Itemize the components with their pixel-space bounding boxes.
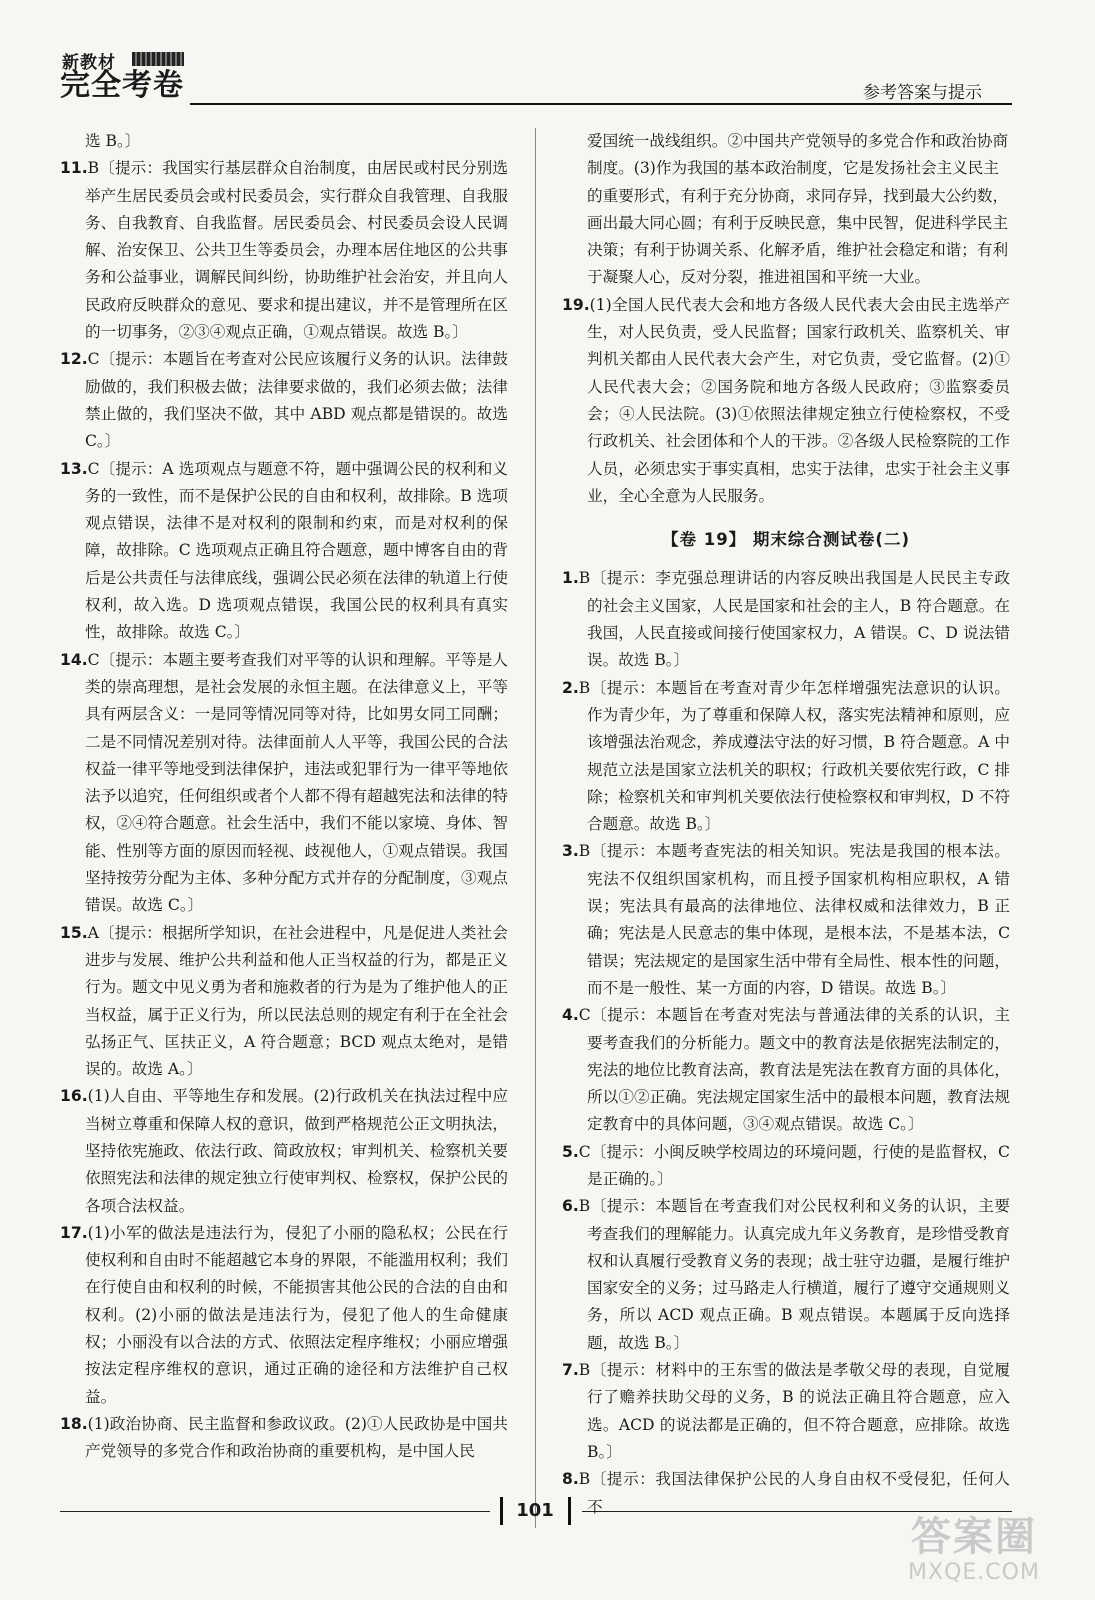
answer-number: 18. bbox=[60, 1414, 88, 1433]
page-header bbox=[60, 48, 1012, 108]
page-number: 101 bbox=[516, 1500, 554, 1521]
answer-number: 19. bbox=[562, 295, 590, 314]
answer-item bbox=[562, 128, 1010, 292]
answer-text: C〔提示：A 选项观点与题意不符，题中强调公民的权利和义务的一致性，而不是保护公民的自由和权利，故排除。B 选项观点错误，法律不是对权利的限制和约束，而是对权利的保障，故排除。C 选项观点正确且符合题意，题中博客自由的背后是公共责任与法律底线，强调公民必须在法律的轨道上行使权利，故入选。D 选项观点错误，我国公民的权利具有真实性，故排除。故选 C。〕 bbox=[85, 459, 508, 642]
footer-rule-left bbox=[60, 1511, 490, 1512]
answer-text: A〔提示：根据所学知识，在社会进程中，凡是促进人类社会进步与发展、维护公共利益和他人正当权益的行为，都是正义行为。题文中见义勇为者和施救者的行为是为了维护他人的正当权益，属于正义行为，所以民法总则的规定有利于在全社会弘扬正气、匡扶正义，A 符合题意；BCD 观点太绝对，是错误的。故选 A。〕 bbox=[85, 923, 508, 1079]
answer-item bbox=[60, 1411, 508, 1466]
answer-text: B〔提示：我国法律保护公民的人身自由权不受侵犯，任何人不 bbox=[578, 1470, 1010, 1516]
column-divider bbox=[535, 128, 536, 1528]
answer-number: 12. bbox=[60, 350, 88, 369]
answer-number: 4. bbox=[562, 1006, 579, 1025]
answer-item bbox=[60, 155, 508, 346]
answer-text: B〔提示：李克强总理讲话的内容反映出我国是人民民主专政的社会主义国家，人民是国家和社会的主人，B 符合题意。在我国，人民直接或间接行使国家权力，A 错误。C、D 说法错误。故选 B。〕 bbox=[578, 569, 1010, 670]
header-title: 参考答案与提示 bbox=[863, 83, 982, 103]
answer-item bbox=[60, 1220, 508, 1411]
footer-bar-right bbox=[568, 1497, 571, 1525]
answer-item bbox=[60, 1083, 508, 1219]
answer-item bbox=[60, 128, 508, 155]
answer-number: 1. bbox=[562, 569, 579, 588]
footer-rule-right bbox=[582, 1511, 1012, 1512]
answer-item bbox=[562, 1139, 1010, 1194]
answer-item bbox=[562, 1357, 1010, 1466]
answer-number: 15. bbox=[60, 923, 88, 942]
answer-text: (1)政治协商、民主监督和参政议政。(2)①人民政协是中国共产党领导的多党合作和政治协商的重要机构，是中国人民 bbox=[85, 1414, 508, 1461]
section-title: 【卷 19】 期末综合测试卷(二) bbox=[661, 530, 911, 550]
answer-text: (1)全国人民代表大会和地方各级人民代表大会由民主选举产生，对人民负责，受人民监督；国家行政机关、监察机关、审判机关都由人民代表大会产生，对它负责，受它监督。(2)①人民代表大会；②国务院和地方各级人民政府；③监察委员会；④人民法院。(3)①依照法律规定独立行使检察权，不受行政机关、社会团体和个人的干涉。②各级人民检察院的工作人员，必须忠实于事实真相，忠实于法律，忠实于社会主义事业，全心全意为人民服务。 bbox=[587, 295, 1010, 505]
brand-series-label: 新教材 bbox=[62, 53, 116, 73]
answer-number: 8. bbox=[562, 1470, 579, 1489]
answer-text: C〔提示：小闽反映学校周边的环境问题，行使的是监督权，C 是正确的。〕 bbox=[578, 1142, 1010, 1188]
answer-item bbox=[60, 920, 508, 1084]
answer-text: 选 B。〕 bbox=[85, 132, 141, 150]
answer-number: 7. bbox=[562, 1361, 579, 1380]
answer-text: 爱国统一战线组织。②中国共产党领导的多党合作和政治协商制度。(3)作为我国的基本政治制度，它是发扬社会主义民主的重要形式，有利于充分协商，求同存异，找到最大公约数，画出最大同心圆；有利于反映民意，集中民智，促进科学民主决策；有利于协调关系、化解矛盾，维护社会稳定和谐；有利于凝聚人心，反对分裂，推进祖国和平统一大业。 bbox=[587, 132, 1009, 287]
brand-decoration bbox=[132, 52, 184, 66]
answer-text: (1)人自由、平等地生存和发展。(2)行政机关在执法过程中应当树立尊重和保障人权的意识，做到严格规范公正文明执法，坚持依宪施政、依法行政、简政放权；审判机关、检察机关要依照宪法和法律的规定独立行使审判权、检察权，保护公民的各项合法权益。 bbox=[85, 1087, 508, 1215]
answer-item bbox=[562, 1193, 1010, 1357]
answer-item bbox=[60, 456, 508, 647]
footer-bar-left bbox=[500, 1497, 503, 1525]
watermark-logo: 答案圈 bbox=[911, 1514, 1037, 1560]
answer-number: 3. bbox=[562, 842, 579, 861]
answer-text: B〔提示：我国实行基层群众自治制度，由居民或村民分别选举产生居民委员会或村民委员会，实行群众自我管理、自我服务、自我教育、自我监督。居民委员会、村民委员会设人民调解、治安保卫、公共卫生等委员会，办理本居住地区的公共事务和公益事业，调解民间纠纷，协助维护社会治安，并且向人民政府反映群众的意见、要求和提出建议，并不是管理所在区的一切事务，②③④观点正确，①观点错误。故选 B。〕 bbox=[85, 159, 508, 342]
header-rule bbox=[190, 103, 1012, 105]
answer-number: 5. bbox=[562, 1142, 579, 1161]
answer-item bbox=[562, 838, 1010, 1002]
answer-number: 2. bbox=[562, 678, 579, 697]
answer-text: B〔提示：材料中的王东雪的做法是孝敬父母的表现，自觉履行了赡养扶助父母的义务，B 的说法正确且符合题意，应入选。ACD 的说法都是正确的，但不符合题意，应排除。故选 B。〕 bbox=[578, 1361, 1010, 1461]
answer-text: B〔提示：本题旨在考查我们对公民权利和义务的认识，主要考查我们的理解能力。认真完成九年义务教育，是珍惜受教育权和认真履行受教育义务的表现；战士驻守边疆，是履行维护国家安全的义务；过马路走人行横道，履行了遵守交通规则义务，所以 ACD 观点正确。B 观点错误。本题属于反向选择题，故选 B。〕 bbox=[578, 1197, 1010, 1352]
brand-logo-text: 完全考卷 bbox=[60, 68, 184, 103]
answer-text: C〔提示：本题旨在考查对公民应该履行义务的认识。法律鼓励做的，我们积极去做；法律要求做的，我们必须去做；法律禁止做的，我们坚决不做，其中 ABD 观点都是错误的。故选 C。〕 bbox=[85, 350, 508, 451]
answer-text: C〔提示：本题主要考查我们对平等的认识和理解。平等是人类的崇高理想，是社会发展的永恒主题。在法律意义上，平等具有两层含义：一是同等情况同等对待，比如男女同工同酬；二是不同情况差别对待。法律面前人人平等，我国公民的合法权益一律平等地受到法律保护，违法或犯罪行为一律平等地依法予以追究，任何组织或者个人都不得有超越宪法和法律的特权，②④符合题意。社会生活中，我们不能以家境、身体、智能、性别等方面的原因而轻视、歧视他人，①观点错误。我国坚持按劳分配为主体、多种分配方式并存的分配制度，③观点错误。故选 C。〕 bbox=[85, 650, 508, 915]
right-column bbox=[562, 128, 1010, 1521]
answer-text: (1)小军的做法是违法行为，侵犯了小丽的隐私权；公民在行使权利和自由时不能超越它本身的界限，不能滥用权利；我们在行使自由和权利的时候，不能损害其他公民的合法的自由和权利。(2)小丽的做法是违法行为，侵犯了他人的生命健康权；小丽没有以合法的方式、依照法定程序维权；小丽应增强按法定程序维权的意识，通过正确的途径和方法维护自己权益。 bbox=[85, 1223, 508, 1406]
answer-text: B〔提示：本题旨在考查对青少年怎样增强宪法意识的认识。作为青少年，为了尊重和保障人权，落实宪法精神和原则，应该增强法治观念，养成遵法守法的好习惯，B 符合题意。A 中规范立法是国家立法机关的职权；行政机关要依宪行政，C 排除；检察机关和审判机关要依法行使检察权和审判权，D 不符合题意。故选 B。〕 bbox=[578, 678, 1010, 834]
answer-item bbox=[562, 675, 1010, 839]
answer-item bbox=[60, 346, 508, 455]
answer-item bbox=[562, 565, 1010, 674]
answer-item bbox=[562, 292, 1010, 510]
answer-item bbox=[60, 647, 508, 920]
answer-item bbox=[562, 1002, 1010, 1138]
answer-number: 13. bbox=[60, 459, 88, 478]
left-column bbox=[60, 128, 508, 1466]
answer-text: C〔提示：本题旨在考查对宪法与普通法律的关系的认识，主要考查我们的分析能力。题文中的教育法是依据宪法制定的，宪法的地位比教育法高，教育法是宪法在教育方面的具体化，所以①②正确。宪法规定国家生活中的最根本问题，教育法规定教育中的具体问题，③④观点错误。故选 C。〕 bbox=[578, 1006, 1010, 1134]
answer-text: B〔提示：本题考查宪法的相关知识。宪法是我国的根本法。宪法不仅组织国家机构，而且授予国家机构相应职权，A 错误；宪法具有最高的法律地位、法律权威和法律效力，B 正确；宪法是人民意志的集中体现，是根本法，不是基本法，C 错误；宪法规定的是国家生活中带有全局性、根本性的问题，而不是一般性、某一方面的内容，D 错误。故选 B。〕 bbox=[578, 842, 1010, 997]
answer-number: 16. bbox=[60, 1087, 88, 1106]
watermark bbox=[859, 1515, 1089, 1595]
answer-number: 6. bbox=[562, 1197, 579, 1216]
answer-number: 14. bbox=[60, 650, 88, 669]
answer-number: 17. bbox=[60, 1223, 88, 1242]
answer-number: 11. bbox=[60, 159, 88, 178]
watermark-url: MXQE.COM bbox=[908, 1560, 1040, 1585]
